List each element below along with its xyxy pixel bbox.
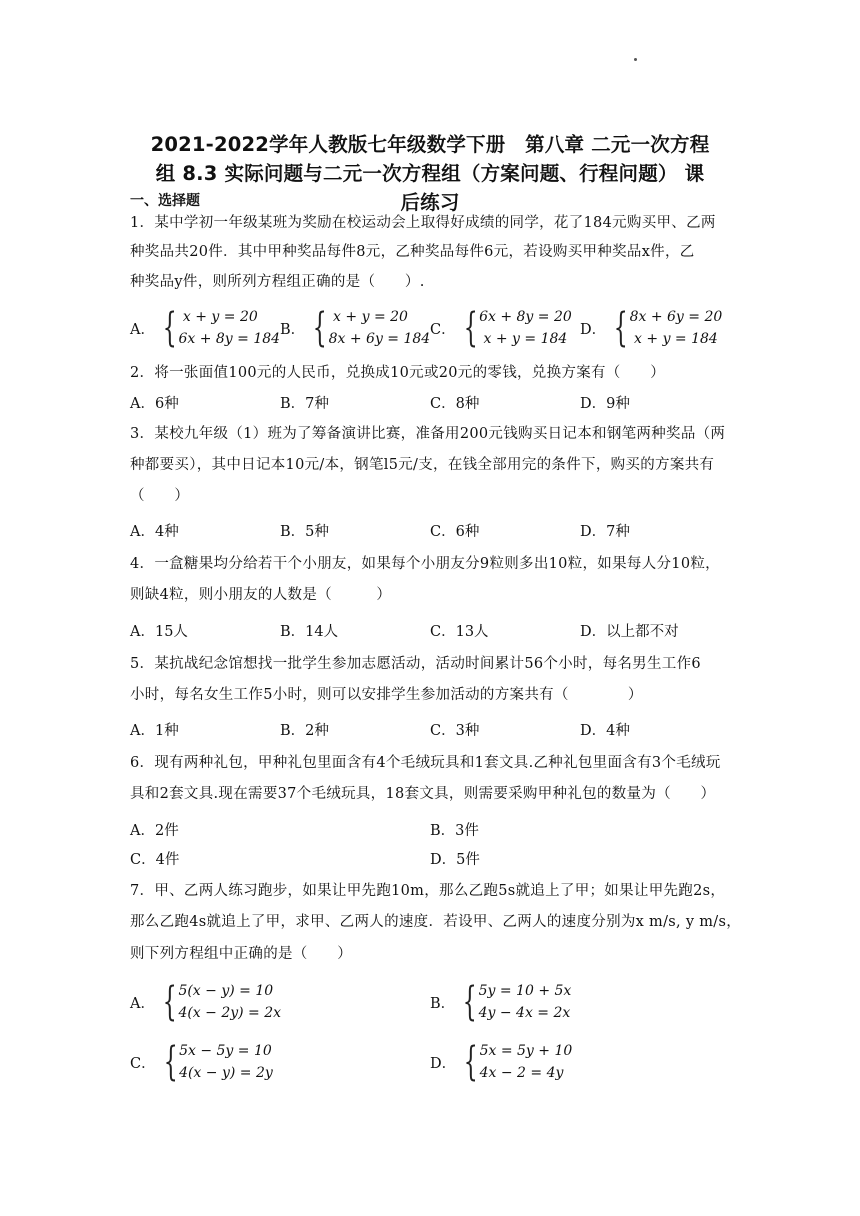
q1-option-b: B． { x + y = 20 8x + 6y = 184 (280, 305, 431, 351)
brace-icon: { (312, 305, 327, 351)
brace-icon: { (613, 305, 628, 351)
q4-option-b: B．14人 (280, 624, 339, 640)
q2-option-b: B．7种 (280, 396, 329, 412)
section-heading: 一、选择题 (130, 193, 200, 209)
q7-line-2: 那么乙跑4s就追上了甲，求甲、乙两人的速度．若设甲、乙两人的速度分别为x m/s, y m/s， (130, 914, 742, 930)
q5-option-c: C．3种 (430, 723, 480, 739)
q4-option-c: C．13人 (430, 624, 489, 640)
q7-option-a: A． { 5(x − y) = 10 4(x − 2y) = 2x (130, 979, 282, 1025)
q4-line-1: 4．一盒糖果均分给若干个小朋友，如果每个小朋友分9粒则多出10粒，如果每人分10粒， (130, 556, 720, 572)
q1-line-2: 种奖品共20件．其中甲种奖品每件8元，乙种奖品每件6元，若设购买甲种奖品x件，乙 (130, 244, 695, 260)
q3-option-a: A．4种 (130, 524, 179, 540)
q1-line-1: 1．某中学初一年级某班为奖励在校运动会上取得好成绩的同学，花了184元购买甲、乙两 (130, 215, 716, 231)
page-dot-mark (634, 58, 637, 61)
q5-option-b: B．2种 (280, 723, 329, 739)
q6-option-a: A．2件 (130, 823, 179, 839)
q5-option-a: A．1种 (130, 723, 179, 739)
q2-option-a: A．6种 (130, 396, 179, 412)
q4-line-2: 则缺4粒，则小朋友的人数是（ ） (130, 587, 392, 603)
q2-option-d: D．9种 (580, 396, 630, 412)
q7-option-d: D． { 5x = 5y + 10 4x − 2 = 4y (430, 1039, 573, 1085)
q1-option-a: A． { x + y = 20 6x + 8y = 184 (130, 305, 281, 351)
q5-option-d: D．4种 (580, 723, 630, 739)
q5-line-1: 5．某抗战纪念馆想找一批学生参加志愿活动，活动时间累计56个小时，每名男生工作6 (130, 656, 701, 672)
q4-option-a: A．15人 (130, 624, 188, 640)
brace-icon: { (462, 979, 477, 1025)
q6-option-c: C．4件 (130, 852, 180, 868)
q6-line-2: 具和2套文具.现在需要37个毛绒玩具，18套文具，则需要采购甲种礼包的数量为（ ） (130, 786, 716, 802)
q1-line-3: 种奖品y件，则所列方程组正确的是（ ）. (130, 274, 425, 290)
q5-line-2: 小时，每名女生工作5小时，则可以安排学生参加活动的方案共有（ ） (130, 687, 643, 703)
title-line-1: 2021-2022学年人教版七年级数学下册 第八章 二元一次方程 (150, 133, 710, 156)
q6-option-b: B．3件 (430, 823, 479, 839)
q7-option-c: C． { 5x − 5y = 10 4(x − y) = 2y (130, 1039, 273, 1085)
brace-icon: { (163, 1039, 178, 1085)
brace-icon: { (162, 979, 177, 1025)
q4-option-d: D．以上都不对 (580, 624, 679, 640)
document-title (120, 130, 740, 217)
q3-line-1: 3．某校九年级（1）班为了筹备演讲比赛，准备用200元钱购买日记本和钢笔两种奖品（两 (130, 426, 726, 442)
q3-line-2: 种都要买），其中日记本10元/本，钢笔l5元/支，在钱全部用完的条件下，购买的方案共有 (130, 457, 715, 473)
q7-option-b: B． { 5y = 10 + 5x 4y − 4x = 2x (430, 979, 572, 1025)
title-line-3: 后练习 (400, 191, 460, 214)
q1-option-d: D． { 8x + 6y = 20 x + y = 184 (580, 305, 723, 351)
q3-option-b: B．5种 (280, 524, 329, 540)
q6-line-1: 6．现有两种礼包，甲种礼包里面含有4个毛绒玩具和1套文具.乙种礼包里面含有3个毛绒玩 (130, 755, 721, 771)
q3-option-c: C．6种 (430, 524, 480, 540)
q6-option-d: D．5件 (430, 852, 480, 868)
q2-option-c: C．8种 (430, 396, 480, 412)
brace-icon: { (162, 305, 177, 351)
q2-line-1: 2．将一张面值100元的人民币，兑换成10元或20元的零钱，兑换方案有（ ） (130, 365, 665, 381)
q7-line-3: 则下列方程组中正确的是（ ） (130, 946, 352, 962)
q1-option-c: C． { 6x + 8y = 20 x + y = 184 (430, 305, 572, 351)
q7-line-1: 7．甲、乙两人练习跑步，如果让甲先跑10m，那么乙跑5s就追上了甲；如果让甲先跑2s， (130, 883, 726, 899)
q3-line-3: （ ） (130, 488, 190, 504)
brace-icon: { (463, 305, 478, 351)
title-line-2: 组 8.3 实际问题与二元一次方程组（方案问题、行程问题） 课 (155, 162, 705, 185)
q3-option-d: D．7种 (580, 524, 630, 540)
brace-icon: { (463, 1039, 478, 1085)
